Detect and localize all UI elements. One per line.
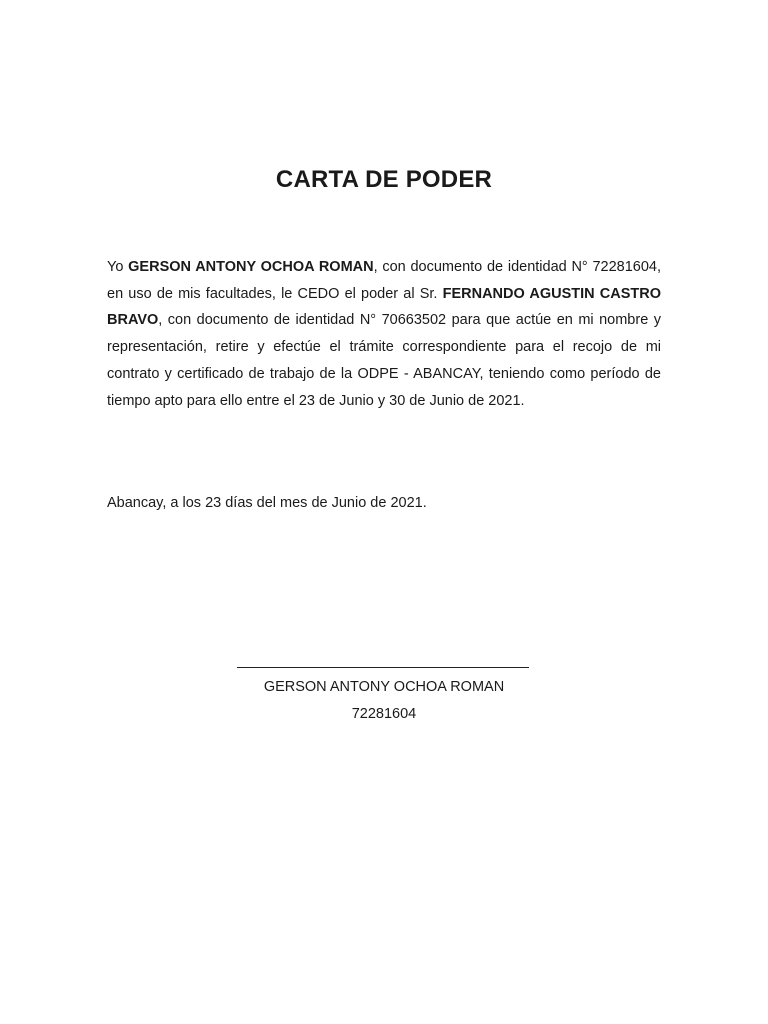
agent-name: FERNANDO AGUSTIN CASTRO BRAVO <box>107 285 662 329</box>
document-title: CARTA DE PODER <box>275 166 493 193</box>
signature-line <box>237 667 529 668</box>
letter-body <box>107 254 661 414</box>
signature-name: GERSON ANTONY OCHOA ROMAN <box>263 679 505 695</box>
grantor-name: GERSON ANTONY OCHOA ROMAN <box>128 259 374 275</box>
body-intro: Yo <box>107 259 129 275</box>
place-and-date: Abancay, a los 23 días del mes de Junio de 2021. <box>107 495 427 511</box>
body-middle: , con documento de identidad N° 72281604, en uso de mis facultades, le CEDO el poder al Sr. <box>107 259 661 302</box>
body-end: , con documento de identidad N° 70663502 para que actúe en mi nombre y representación, retire y efectúe el trámite correspondiente para el recojo de mi contrato y certificado de trabajo de la ODPE - ABANCAY, teniendo como período de tiempo apto para ello entre el 23 de Junio y 30 de Junio de 2021. <box>107 312 661 409</box>
signature-id-number: 72281604 <box>351 706 417 722</box>
